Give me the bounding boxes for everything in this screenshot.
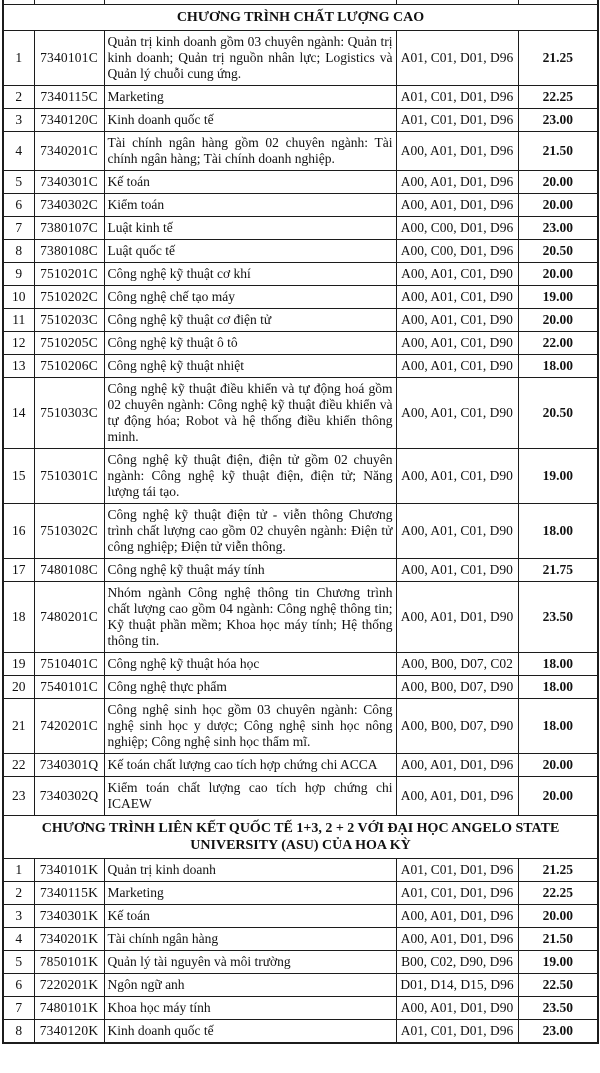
table-row — [3, 653, 598, 676]
table-row — [3, 309, 598, 332]
table-row — [3, 132, 598, 171]
program-name-cell: Ngôn ngữ anh — [104, 974, 396, 997]
program-code-cell: 7510203C — [34, 309, 104, 332]
table-row — [3, 194, 598, 217]
row-number-cell: 20 — [3, 676, 34, 699]
program-name-cell: Công nghệ kỹ thuật điều khiển và tự động hoá gồm 02 chuyên ngành: Công nghệ kỹ thuật điều khiển và tự động hóa; Robot và hệ thống điều khiển thông minh. — [104, 378, 396, 449]
benchmark-score-cell: 18.00 — [518, 676, 598, 699]
program-name-cell: Công nghệ chế tạo máy — [104, 286, 396, 309]
program-name-cell: Kế toán — [104, 171, 396, 194]
program-name-cell: Quản trị kinh doanh — [104, 859, 396, 882]
program-code-cell: 7340301C — [34, 171, 104, 194]
program-code-cell: 7510401C — [34, 653, 104, 676]
program-code-cell: 7850101K — [34, 951, 104, 974]
row-number-cell: 15 — [3, 449, 34, 504]
benchmark-score-cell: 20.50 — [518, 240, 598, 263]
benchmark-score-cell: 20.00 — [518, 171, 598, 194]
section-title: CHƯƠNG TRÌNH CHẤT LƯỢNG CAO — [3, 5, 598, 31]
row-number-cell: 9 — [3, 263, 34, 286]
program-code-cell: 7340120K — [34, 1020, 104, 1044]
row-number-cell: 19 — [3, 653, 34, 676]
benchmark-score-cell: 19.00 — [518, 449, 598, 504]
row-number-cell: 4 — [3, 132, 34, 171]
program-code-cell: 7480108C — [34, 559, 104, 582]
table-row — [3, 754, 598, 777]
benchmark-score-cell: 21.50 — [518, 132, 598, 171]
program-code-cell: 7340120C — [34, 109, 104, 132]
program-code-cell: 7220201K — [34, 974, 104, 997]
row-number-cell: 17 — [3, 559, 34, 582]
row-number-cell: 4 — [3, 928, 34, 951]
program-code-cell: 7340302Q — [34, 777, 104, 816]
subject-combination-cell: A00, A01, C01, D90 — [396, 355, 518, 378]
benchmark-score-cell: 22.00 — [518, 332, 598, 355]
benchmark-score-cell: 21.25 — [518, 859, 598, 882]
subject-combination-cell: A01, C01, D01, D96 — [396, 86, 518, 109]
table-row — [3, 582, 598, 653]
benchmark-score-cell: 21.25 — [518, 31, 598, 86]
table-row — [3, 997, 598, 1020]
program-name-cell: Marketing — [104, 882, 396, 905]
program-name-cell: Công nghệ kỹ thuật hóa học — [104, 653, 396, 676]
row-number-cell: 23 — [3, 777, 34, 816]
table-row — [3, 240, 598, 263]
benchmark-score-cell: 21.50 — [518, 928, 598, 951]
admission-score-table — [2, 0, 599, 1044]
benchmark-score-cell: 19.00 — [518, 951, 598, 974]
row-number-cell: 7 — [3, 217, 34, 240]
table-row — [3, 286, 598, 309]
program-name-cell: Luật quốc tế — [104, 240, 396, 263]
program-code-cell: 7540101C — [34, 676, 104, 699]
subject-combination-cell: A00, C00, D01, D96 — [396, 240, 518, 263]
table-row — [3, 449, 598, 504]
program-name-cell: Công nghệ kỹ thuật cơ khí — [104, 263, 396, 286]
program-code-cell: 7510201C — [34, 263, 104, 286]
subject-combination-cell: A00, A01, D01, D90 — [396, 997, 518, 1020]
program-name-cell: Tài chính ngân hàng gồm 02 chuyên ngành: Tài chính ngân hàng; Tài chính doanh nghiệp. — [104, 132, 396, 171]
subject-combination-cell: A01, C01, D01, D96 — [396, 859, 518, 882]
subject-combination-cell: A01, C01, D01, D96 — [396, 882, 518, 905]
subject-combination-cell: A00, B00, D07, C02 — [396, 653, 518, 676]
program-code-cell: 7340115C — [34, 86, 104, 109]
row-number-cell: 14 — [3, 378, 34, 449]
program-code-cell: 7340101C — [34, 31, 104, 86]
program-code-cell: 7480101K — [34, 997, 104, 1020]
benchmark-score-cell: 20.00 — [518, 263, 598, 286]
program-name-cell: Công nghệ kỹ thuật cơ điện tử — [104, 309, 396, 332]
table-row — [3, 974, 598, 997]
row-number-cell: 2 — [3, 882, 34, 905]
subject-combination-cell: A00, A01, C01, D90 — [396, 309, 518, 332]
program-name-cell: Công nghệ kỹ thuật ô tô — [104, 332, 396, 355]
benchmark-score-cell: 18.00 — [518, 699, 598, 754]
row-number-cell: 10 — [3, 286, 34, 309]
row-number-cell: 5 — [3, 171, 34, 194]
row-number-cell: 5 — [3, 951, 34, 974]
program-name-cell: Kiểm toán chất lượng cao tích hợp chứng chi ICAEW — [104, 777, 396, 816]
subject-combination-cell: D01, D14, D15, D96 — [396, 974, 518, 997]
subject-combination-cell: A00, A01, D01, D96 — [396, 754, 518, 777]
table-row — [3, 676, 598, 699]
table-row — [3, 859, 598, 882]
program-code-cell: 7340301K — [34, 905, 104, 928]
table-row — [3, 951, 598, 974]
benchmark-score-cell: 19.00 — [518, 286, 598, 309]
row-number-cell: 16 — [3, 504, 34, 559]
program-code-cell: 7510202C — [34, 286, 104, 309]
row-number-cell: 21 — [3, 699, 34, 754]
table-row — [3, 1020, 598, 1044]
subject-combination-cell: A01, C01, D01, D96 — [396, 31, 518, 86]
program-code-cell: 7340115K — [34, 882, 104, 905]
subject-combination-cell: A00, A01, C01, D90 — [396, 559, 518, 582]
table-row — [3, 109, 598, 132]
subject-combination-cell: B00, C02, D90, D96 — [396, 951, 518, 974]
table-row — [3, 355, 598, 378]
benchmark-score-cell: 23.50 — [518, 997, 598, 1020]
benchmark-score-cell: 18.00 — [518, 653, 598, 676]
program-name-cell: Nhóm ngành Công nghệ thông tin Chương trình chất lượng cao gồm 04 ngành: Công nghệ thông tin; Kỹ thuật phần mềm; Khoa học máy tính; Hệ thống thông tin. — [104, 582, 396, 653]
program-name-cell: Luật kinh tế — [104, 217, 396, 240]
program-name-cell: Công nghệ sinh học gồm 03 chuyên ngành: Công nghệ sinh học y dược; Công nghệ sinh học nông nghiệp; Công nghệ sinh học thẩm mĩ. — [104, 699, 396, 754]
benchmark-score-cell: 20.50 — [518, 378, 598, 449]
benchmark-score-cell: 20.00 — [518, 754, 598, 777]
benchmark-score-cell: 20.00 — [518, 777, 598, 816]
table-row — [3, 171, 598, 194]
benchmark-score-cell: 18.00 — [518, 355, 598, 378]
row-number-cell: 22 — [3, 754, 34, 777]
subject-combination-cell: A00, A01, D01, D96 — [396, 905, 518, 928]
program-code-cell: 7510206C — [34, 355, 104, 378]
table-row — [3, 699, 598, 754]
subject-combination-cell: A00, A01, C01, D90 — [396, 332, 518, 355]
program-name-cell: Kế toán chất lượng cao tích hợp chứng chi ACCA — [104, 754, 396, 777]
program-name-cell: Công nghệ kỹ thuật điện tử - viễn thông Chương trình chất lượng cao gồm 02 chuyên ngành: Điện tử công nghiệp; Điện tử viễn thông. — [104, 504, 396, 559]
benchmark-score-cell: 23.00 — [518, 1020, 598, 1044]
table-row — [3, 86, 598, 109]
row-number-cell: 3 — [3, 109, 34, 132]
table-row — [3, 263, 598, 286]
program-code-cell: 7340301Q — [34, 754, 104, 777]
benchmark-score-cell: 23.00 — [518, 217, 598, 240]
program-name-cell: Quản trị kinh doanh gồm 03 chuyên ngành: Quản trị kinh doanh; Quản trị nguồn nhân lực; Logistics và Quản lý chuỗi cung ứng. — [104, 31, 396, 86]
table-row — [3, 378, 598, 449]
program-code-cell: 7380107C — [34, 217, 104, 240]
program-name-cell: Khoa học máy tính — [104, 997, 396, 1020]
row-number-cell: 2 — [3, 86, 34, 109]
section-title: CHƯƠNG TRÌNH LIÊN KẾT QUỐC TẾ 1+3, 2 + 2 VỚI ĐẠI HỌC ANGELO STATE UNIVERSITY (ASU) CỦA HOA KỲ — [3, 816, 598, 859]
row-number-cell: 1 — [3, 31, 34, 86]
program-name-cell: Kế toán — [104, 905, 396, 928]
row-number-cell: 7 — [3, 997, 34, 1020]
section-header-row — [3, 5, 598, 31]
row-number-cell: 6 — [3, 194, 34, 217]
row-number-cell: 8 — [3, 240, 34, 263]
subject-combination-cell: A01, C01, D01, D96 — [396, 109, 518, 132]
subject-combination-cell: A00, A01, D01, D96 — [396, 132, 518, 171]
subject-combination-cell: A00, A01, C01, D90 — [396, 449, 518, 504]
row-number-cell: 12 — [3, 332, 34, 355]
subject-combination-cell: A00, A01, C01, D90 — [396, 263, 518, 286]
program-name-cell: Marketing — [104, 86, 396, 109]
row-number-cell: 6 — [3, 974, 34, 997]
subject-combination-cell: A00, A01, D01, D90 — [396, 582, 518, 653]
table-row — [3, 777, 598, 816]
subject-combination-cell: A01, C01, D01, D96 — [396, 1020, 518, 1044]
subject-combination-cell: A00, A01, D01, D96 — [396, 777, 518, 816]
table-row — [3, 31, 598, 86]
program-code-cell: 7340201K — [34, 928, 104, 951]
program-code-cell: 7510301C — [34, 449, 104, 504]
program-code-cell: 7510205C — [34, 332, 104, 355]
program-code-cell: 7340101K — [34, 859, 104, 882]
benchmark-score-cell: 22.25 — [518, 86, 598, 109]
benchmark-score-cell: 20.00 — [518, 194, 598, 217]
program-name-cell: Công nghệ kỹ thuật máy tính — [104, 559, 396, 582]
program-code-cell: 7380108C — [34, 240, 104, 263]
program-code-cell: 7510303C — [34, 378, 104, 449]
benchmark-score-cell: 22.25 — [518, 882, 598, 905]
row-number-cell: 8 — [3, 1020, 34, 1044]
program-code-cell: 7420201C — [34, 699, 104, 754]
benchmark-score-cell: 20.00 — [518, 309, 598, 332]
program-name-cell: Công nghệ thực phẩm — [104, 676, 396, 699]
program-name-cell: Kinh doanh quốc tế — [104, 109, 396, 132]
table-row — [3, 332, 598, 355]
program-name-cell: Quản lý tài nguyên và môi trường — [104, 951, 396, 974]
subject-combination-cell: A00, A01, C01, D90 — [396, 286, 518, 309]
program-name-cell: Công nghệ kỹ thuật nhiệt — [104, 355, 396, 378]
subject-combination-cell: A00, C00, D01, D96 — [396, 217, 518, 240]
benchmark-score-cell: 18.00 — [518, 504, 598, 559]
subject-combination-cell: A00, B00, D07, D90 — [396, 676, 518, 699]
row-number-cell: 3 — [3, 905, 34, 928]
subject-combination-cell: A00, A01, C01, D90 — [396, 378, 518, 449]
subject-combination-cell: A00, A01, C01, D90 — [396, 504, 518, 559]
table-row — [3, 928, 598, 951]
program-code-cell: 7340302C — [34, 194, 104, 217]
program-name-cell: Kinh doanh quốc tế — [104, 1020, 396, 1044]
subject-combination-cell: A00, A01, D01, D96 — [396, 171, 518, 194]
table-row — [3, 882, 598, 905]
table-row — [3, 217, 598, 240]
section-header-row — [3, 816, 598, 859]
program-code-cell: 7340201C — [34, 132, 104, 171]
program-name-cell: Công nghệ kỹ thuật điện, điện tử gồm 02 chuyên ngành: Công nghệ kỹ thuật điện, điện tử; Năng lượng tái tạo. — [104, 449, 396, 504]
subject-combination-cell: A00, A01, D01, D96 — [396, 194, 518, 217]
row-number-cell: 13 — [3, 355, 34, 378]
table-row — [3, 559, 598, 582]
table-row — [3, 504, 598, 559]
program-name-cell: Tài chính ngân hàng — [104, 928, 396, 951]
benchmark-score-cell: 21.75 — [518, 559, 598, 582]
subject-combination-cell: A00, A01, D01, D96 — [396, 928, 518, 951]
row-number-cell: 1 — [3, 859, 34, 882]
subject-combination-cell: A00, B00, D07, D90 — [396, 699, 518, 754]
benchmark-score-cell: 23.50 — [518, 582, 598, 653]
program-code-cell: 7480201C — [34, 582, 104, 653]
benchmark-score-cell: 23.00 — [518, 109, 598, 132]
table-body — [3, 0, 598, 1043]
program-name-cell: Kiểm toán — [104, 194, 396, 217]
row-number-cell: 11 — [3, 309, 34, 332]
table-row — [3, 905, 598, 928]
benchmark-score-cell: 20.00 — [518, 905, 598, 928]
row-number-cell: 18 — [3, 582, 34, 653]
program-code-cell: 7510302C — [34, 504, 104, 559]
benchmark-score-cell: 22.50 — [518, 974, 598, 997]
